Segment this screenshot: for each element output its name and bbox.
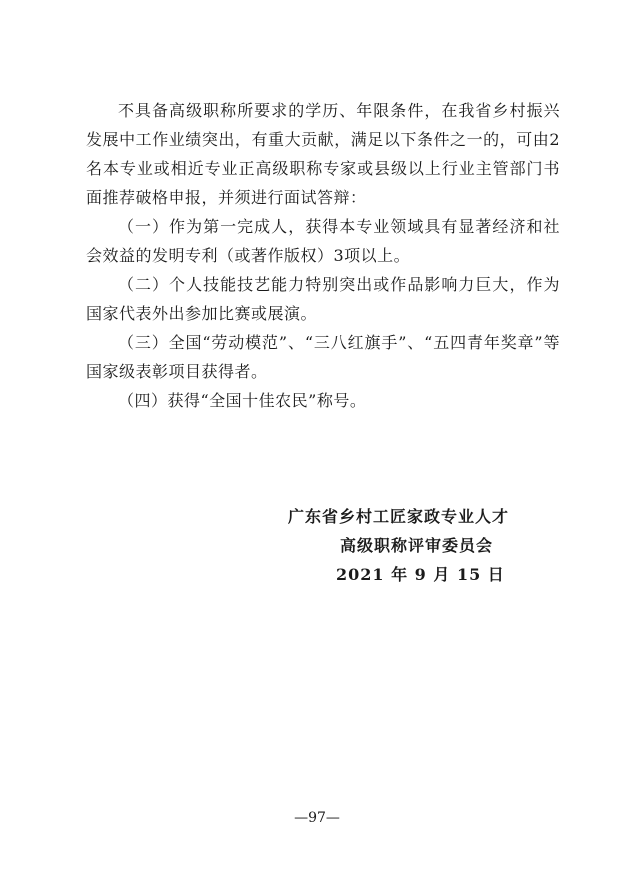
condition-item-1: （一）作为第一完成人，获得本专业领域具有显著经济和社会效益的发明专利（或著作版权）3项以上。 [86, 217, 560, 265]
issuer-name-line-2: 高级职称评审委员会 [340, 536, 494, 555]
issue-date: 2021 年 9 月 15 日 [336, 565, 505, 584]
page-number: —97— [294, 810, 340, 826]
condition-item-3: （三）全国“劳动模范”、“三八红旗手”、“五四青年奖章”等国家级表彰项目获得者。 [86, 333, 560, 381]
condition-item-4: （四）获得“全国十佳农民”称号。 [118, 391, 367, 410]
condition-item-2: （二）个人技能技艺能力特别突出或作品影响力巨大，作为国家代表外出参加比赛或展演。 [86, 275, 560, 323]
document-body [86, 96, 560, 415]
intro-paragraph: 不具备高级职称所要求的学历、年限条件，在我省乡村振兴发展中工作业绩突出，有重大贡献，满足以下条件之一的，可由2名本专业或相近专业正高级职称专家或县级以上行业主管部门书面推荐破格申报，并须进行面试答辩： [86, 101, 560, 207]
issuer-name-line-1: 广东省乡村工匠家政专业人才 [288, 507, 510, 526]
